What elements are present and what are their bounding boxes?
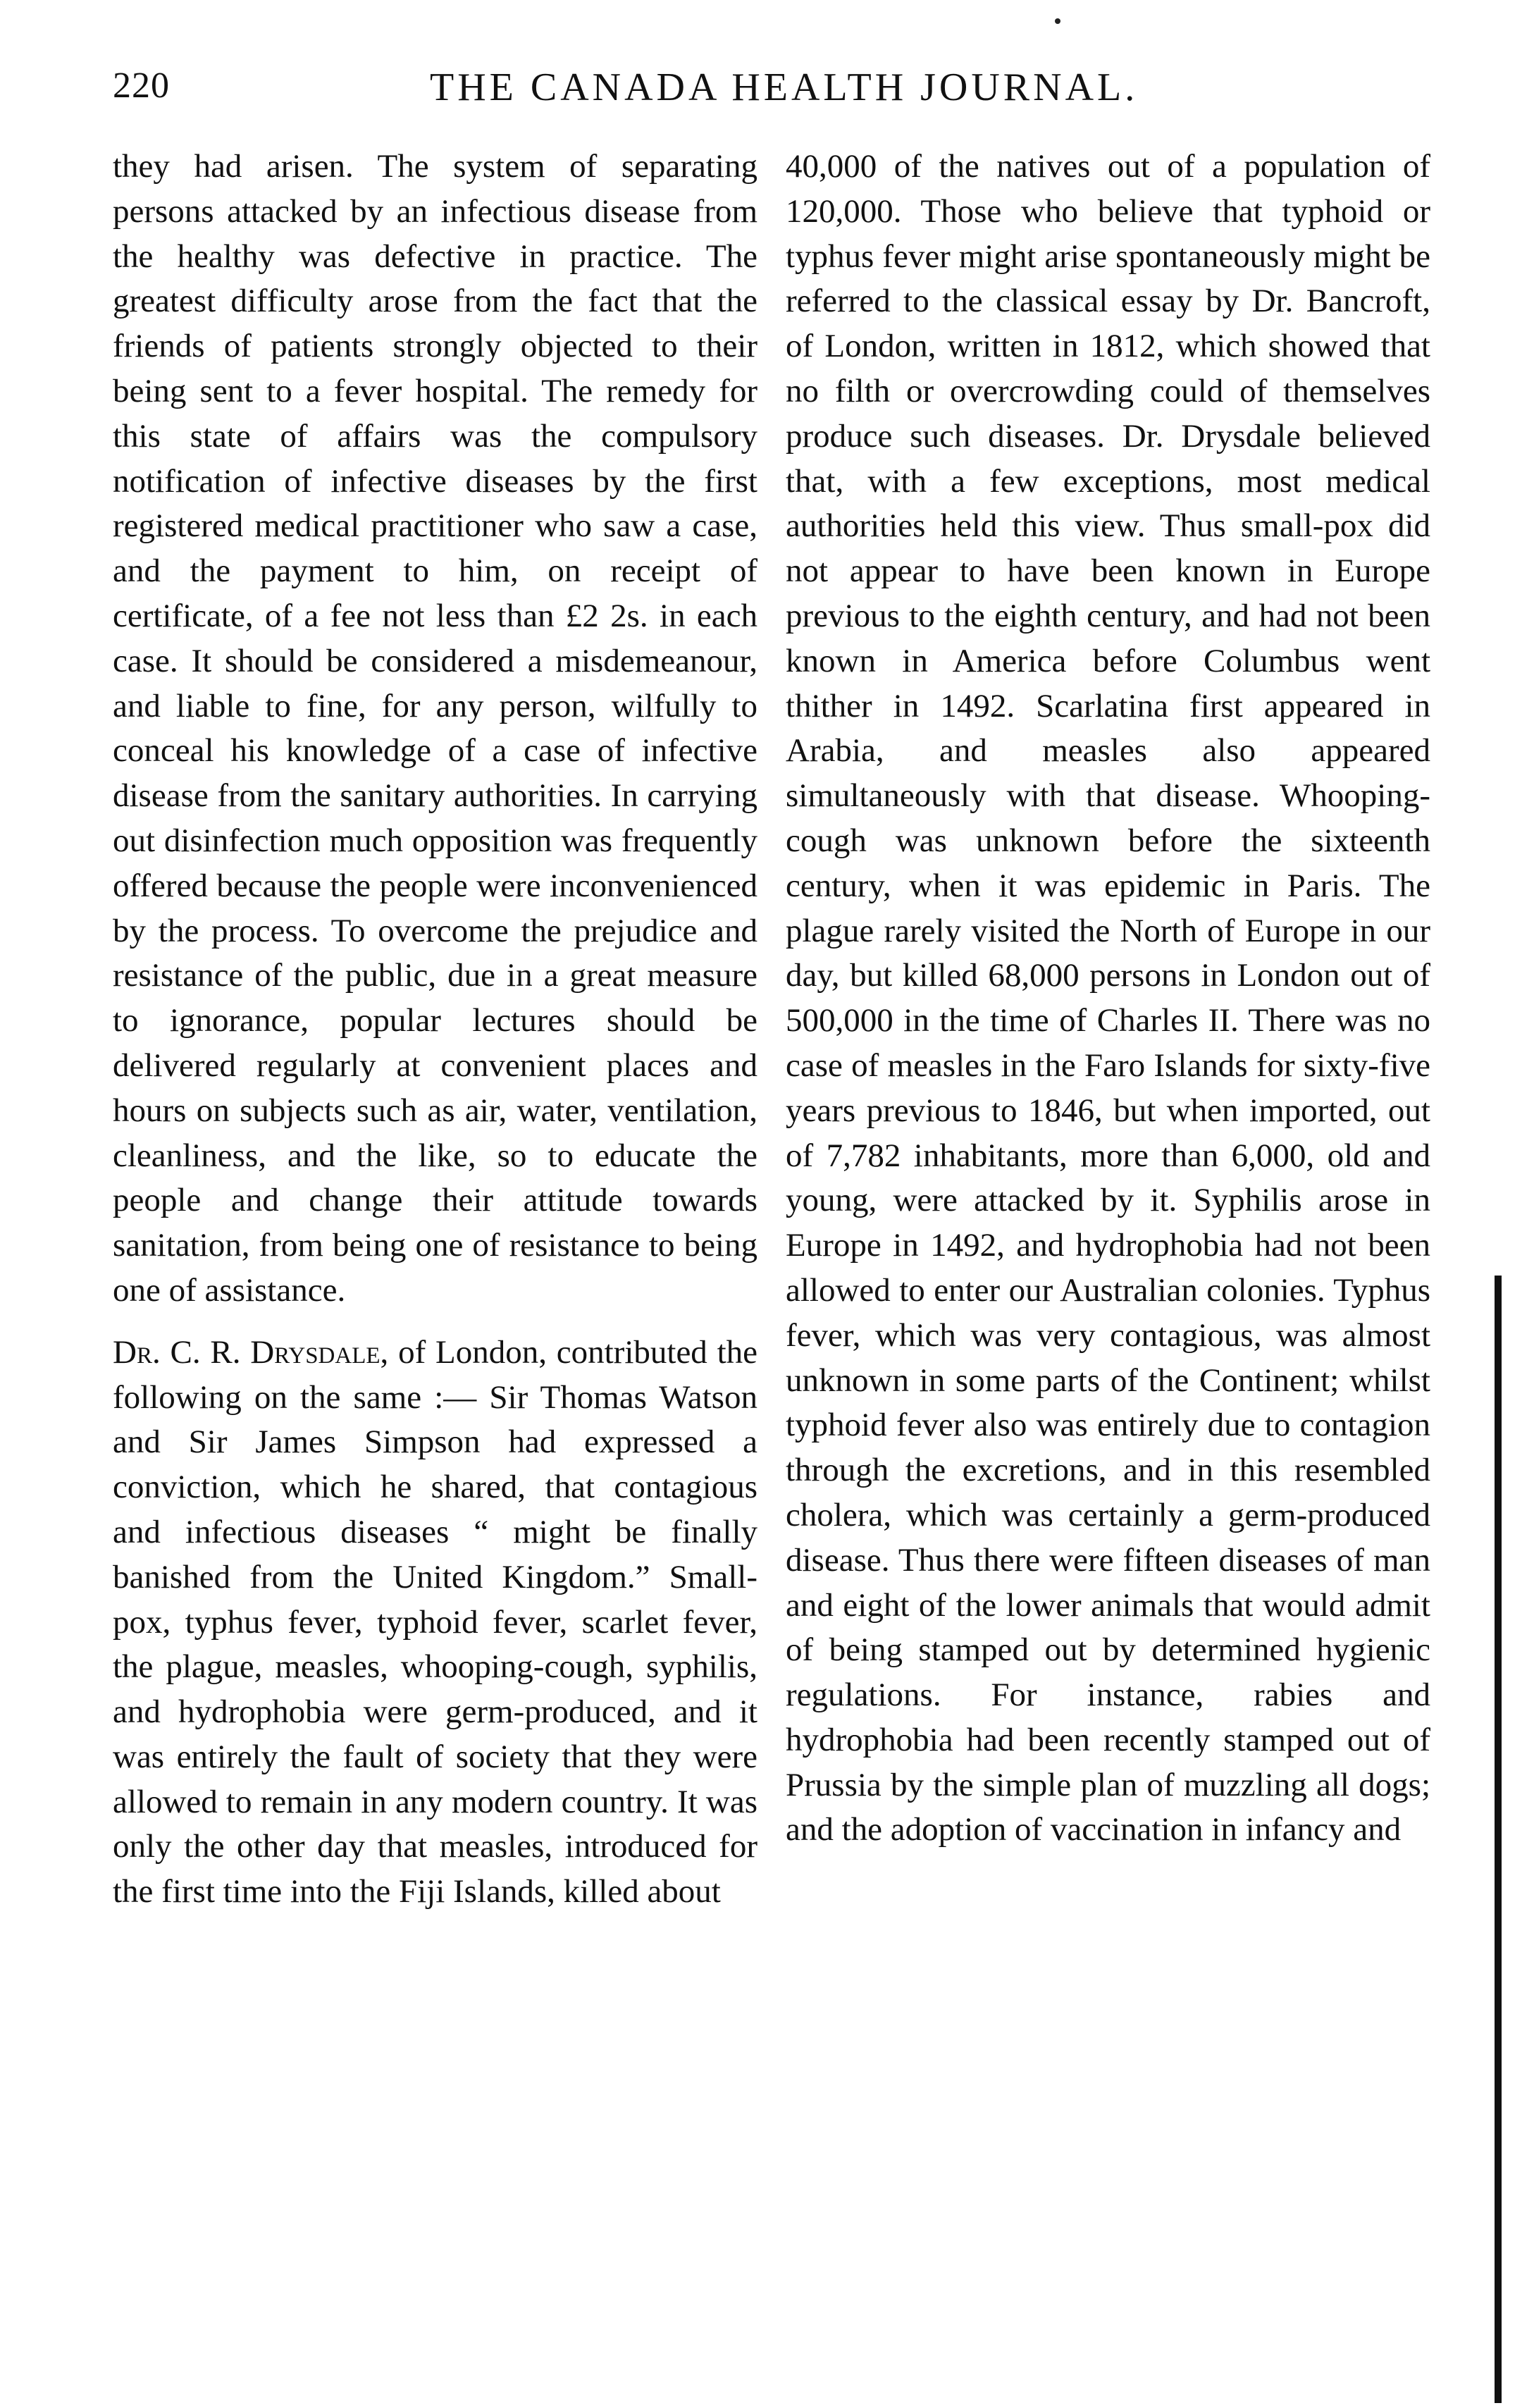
page-number: 220 xyxy=(113,66,170,106)
running-title: THE CANADA HEALTH JOURNAL. xyxy=(430,66,1139,109)
right-paragraph-1: 40,000 of the natives out of a population of 120,000. Those who believe that typhoid or typhus fever might arise spontaneously might be referred to the classical essay by Dr. Bancroft, of London, written in 1812, which showed that no filth or overcrowding could of themselves produce such diseases. Dr. Drysdale believed that, with a few exceptions, most medical authorities held this view. Thus small-pox did not appear to have been known in Europe previous to the eighth century, and had not been known in America before Columbus went thither in 1492. Scarlatina first appeared in Arabia, and measles also appeared simultaneously with that disease. Whooping-cough was unknown before the sixteenth century, when it was epidemic in Paris. The plague rarely visited the North of Europe in our day, but killed 68,000 persons in London out of 500,000 in the time of Charles II. There was no case of measles in the Faro Islands for sixty-five years previous to 1846, but when imported, out of 7,782 inhabitants, more than 6,000, old and young, were attacked by it. Syphilis arose in Europe in 1492, and hydrophobia had not been allowed to enter our Australian colonies. Typhus fever, which was very contagious, was almost unknown in some parts of the Continent; whilst typhoid fever also was entirely due to contagion through the excretions, and in this resembled cholera, which was certainly a germ-produced disease. Thus there were fifteen diseases of man and eight of the lower animals that would admit of being stamped out by determined hygienic regulations. For instance, rabies and hydrophobia had been recently stamped out of Prussia by the simple plan of muzzling all dogs; and the adoption of vaccination in infancy and xyxy=(786,148,1430,1848)
binding-edge-rule xyxy=(1495,1276,1502,2403)
left-paragraph-2 xyxy=(113,1330,757,1915)
page-header xyxy=(106,65,1430,128)
print-speck xyxy=(1055,18,1060,24)
left-paragraph-2-text: , of London, contributed the following on the same :— Sir Thomas Watson and Sir James Simpson had expressed a conviction, which he shared, that contagious and infectious diseases “ might be finally banished from the United Kingdom.” Small-pox, typhus fever, typhoid fever, scarlet fever, the plague, measles, whooping-cough, syphilis, and hydrophobia were germ-produced, and it was entirely the fault of society that they were allowed to remain in any modern country. It was only the other day that measles, introduced for the first time into the Fiji Islands, killed about xyxy=(113,1333,757,1910)
left-paragraph-1: they had arisen. The system of separating persons attacked by an infectious disease from the healthy was defective in practice. The greatest difficulty arose from the fact that the friends of patients strongly objected to their being sent to a fever hospital. The remedy for this state of affairs was the compulsory notification of infective diseases by the first registered medical practitioner who saw a case, and the payment to him, on receipt of certificate, of a fee not less than £2 2s. in each case. It should be considered a misdemeanour, and liable to fine, for any person, wilfully to conceal his knowledge of a case of infective disease from the sanitary authorities. In carrying out disinfection much opposition was frequently offered because the people were inconvenienced by the process. To overcome the prejudice and resistance of the public, due in a great measure to ignorance, popular lectures should be delivered regularly at convenient places and hours on subjects such as air, water, ventilation, cleanliness, and the like, so to educate the people and change their attitude towards sanitation, from being one of resistance to being one of assistance. xyxy=(113,148,757,1309)
left-column xyxy=(113,144,757,1915)
right-column xyxy=(786,144,1430,1853)
speaker-name: Dr. C. R. Drysdale xyxy=(113,1333,381,1371)
